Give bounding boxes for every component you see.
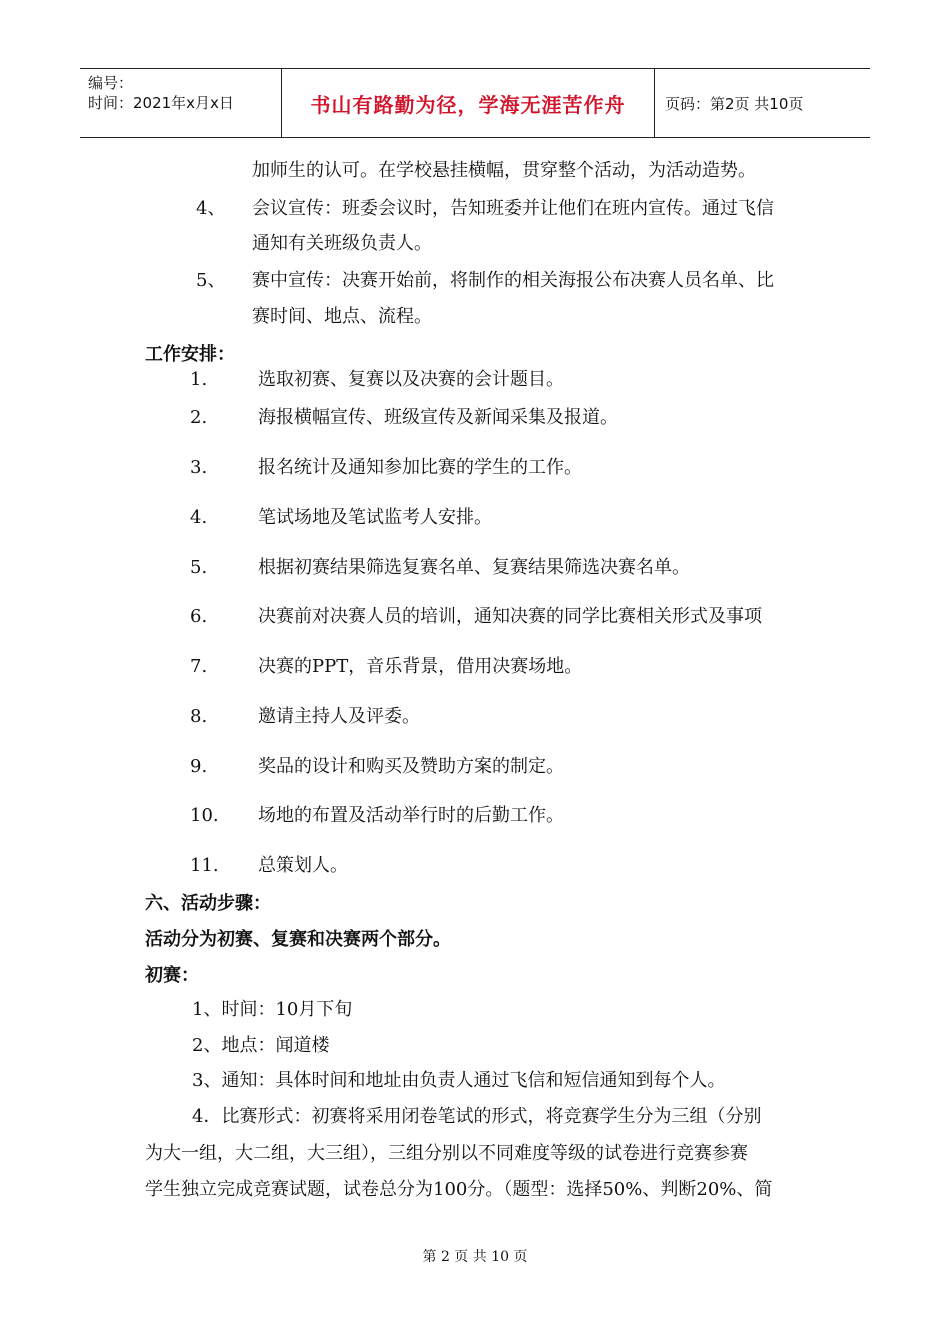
preliminary-item-4-line-2: 为大一组，大二组，大三组），三组分别以不同难度等级的试卷进行竞赛参赛 bbox=[145, 1143, 748, 1164]
item-5-line-2: 赛时间、地点、流程。 bbox=[252, 306, 432, 327]
header-page-info: 页码：第2页 共10页 bbox=[665, 94, 804, 113]
work-item-text: 报名统计及通知参加比赛的学生的工作。 bbox=[258, 457, 582, 478]
header-number-label: 编号： bbox=[88, 74, 134, 92]
section-6-heading: 六、活动步骤： bbox=[145, 893, 271, 914]
item-5-number: 5、 bbox=[196, 270, 226, 291]
work-item-number: 3. bbox=[190, 457, 208, 478]
work-item-number: 11. bbox=[190, 855, 219, 876]
item-4-number: 4、 bbox=[196, 198, 226, 219]
work-item-text: 场地的布置及活动举行时的后勤工作。 bbox=[258, 805, 564, 826]
work-item-number: 2. bbox=[190, 407, 208, 428]
preliminary-heading: 初赛： bbox=[145, 965, 199, 986]
work-item-number: 4. bbox=[190, 507, 208, 528]
work-item-number: 5. bbox=[190, 557, 208, 578]
work-arrangement-heading: 工作安排： bbox=[145, 344, 235, 365]
header-time-label: 时间：2021年x月x日 bbox=[88, 94, 234, 112]
header-info-cell bbox=[80, 69, 282, 137]
work-item-text: 笔试场地及笔试监考人安排。 bbox=[258, 507, 492, 528]
section-6-subheading: 活动分为初赛、复赛和决赛两个部分。 bbox=[145, 929, 451, 950]
work-item-number: 1. bbox=[190, 369, 208, 390]
work-item-text: 决赛的PPT，音乐背景，借用决赛场地。 bbox=[258, 656, 583, 677]
preliminary-item-2: 2、地点：闻道楼 bbox=[192, 1035, 330, 1056]
work-item-text: 邀请主持人及评委。 bbox=[258, 706, 420, 727]
item-4-line-2: 通知有关班级负责人。 bbox=[252, 233, 432, 254]
work-item-number: 7. bbox=[190, 656, 208, 677]
continuation-line: 加师生的认可。在学校悬挂横幅，贯穿整个活动，为活动造势。 bbox=[252, 160, 756, 181]
preliminary-item-3: 3、通知：具体时间和地址由负责人通过飞信和短信通知到每个人。 bbox=[192, 1070, 726, 1091]
page-footer: 第 2 页 共 10 页 bbox=[422, 1249, 528, 1265]
preliminary-item-1: 1、时间：10月下旬 bbox=[192, 999, 353, 1020]
header-motto: 书山有路勤为径，学海无涯苦作舟 bbox=[282, 69, 655, 137]
work-item-text: 奖品的设计和购买及赞助方案的制定。 bbox=[258, 756, 564, 777]
item-4-line-1: 会议宣传：班委会议时，告知班委并让他们在班内宣传。通过飞信 bbox=[252, 198, 774, 219]
work-item-text: 根据初赛结果筛选复赛名单、复赛结果筛选决赛名单。 bbox=[258, 557, 690, 578]
work-item-number: 9. bbox=[190, 756, 208, 777]
preliminary-item-4-line-1: 4．比赛形式：初赛将采用闭卷笔试的形式，将竞赛学生分为三组（分别 bbox=[192, 1106, 762, 1127]
document-header bbox=[80, 68, 870, 138]
work-item-text: 决赛前对决赛人员的培训，通知决赛的同学比赛相关形式及事项 bbox=[258, 606, 762, 627]
work-item-number: 10. bbox=[190, 805, 219, 826]
work-item-text: 选取初赛、复赛以及决赛的会计题目。 bbox=[258, 369, 564, 390]
work-item-text: 海报横幅宣传、班级宣传及新闻采集及报道。 bbox=[258, 407, 618, 428]
preliminary-item-4-line-3: 学生独立完成竞赛试题，试卷总分为100分。（题型：选择50%、判断20%、简 bbox=[145, 1179, 773, 1200]
item-5-line-1: 赛中宣传：决赛开始前，将制作的相关海报公布决赛人员名单、比 bbox=[252, 270, 774, 291]
work-item-number: 6. bbox=[190, 606, 208, 627]
work-item-text: 总策划人。 bbox=[258, 855, 348, 876]
work-item-number: 8. bbox=[190, 706, 208, 727]
